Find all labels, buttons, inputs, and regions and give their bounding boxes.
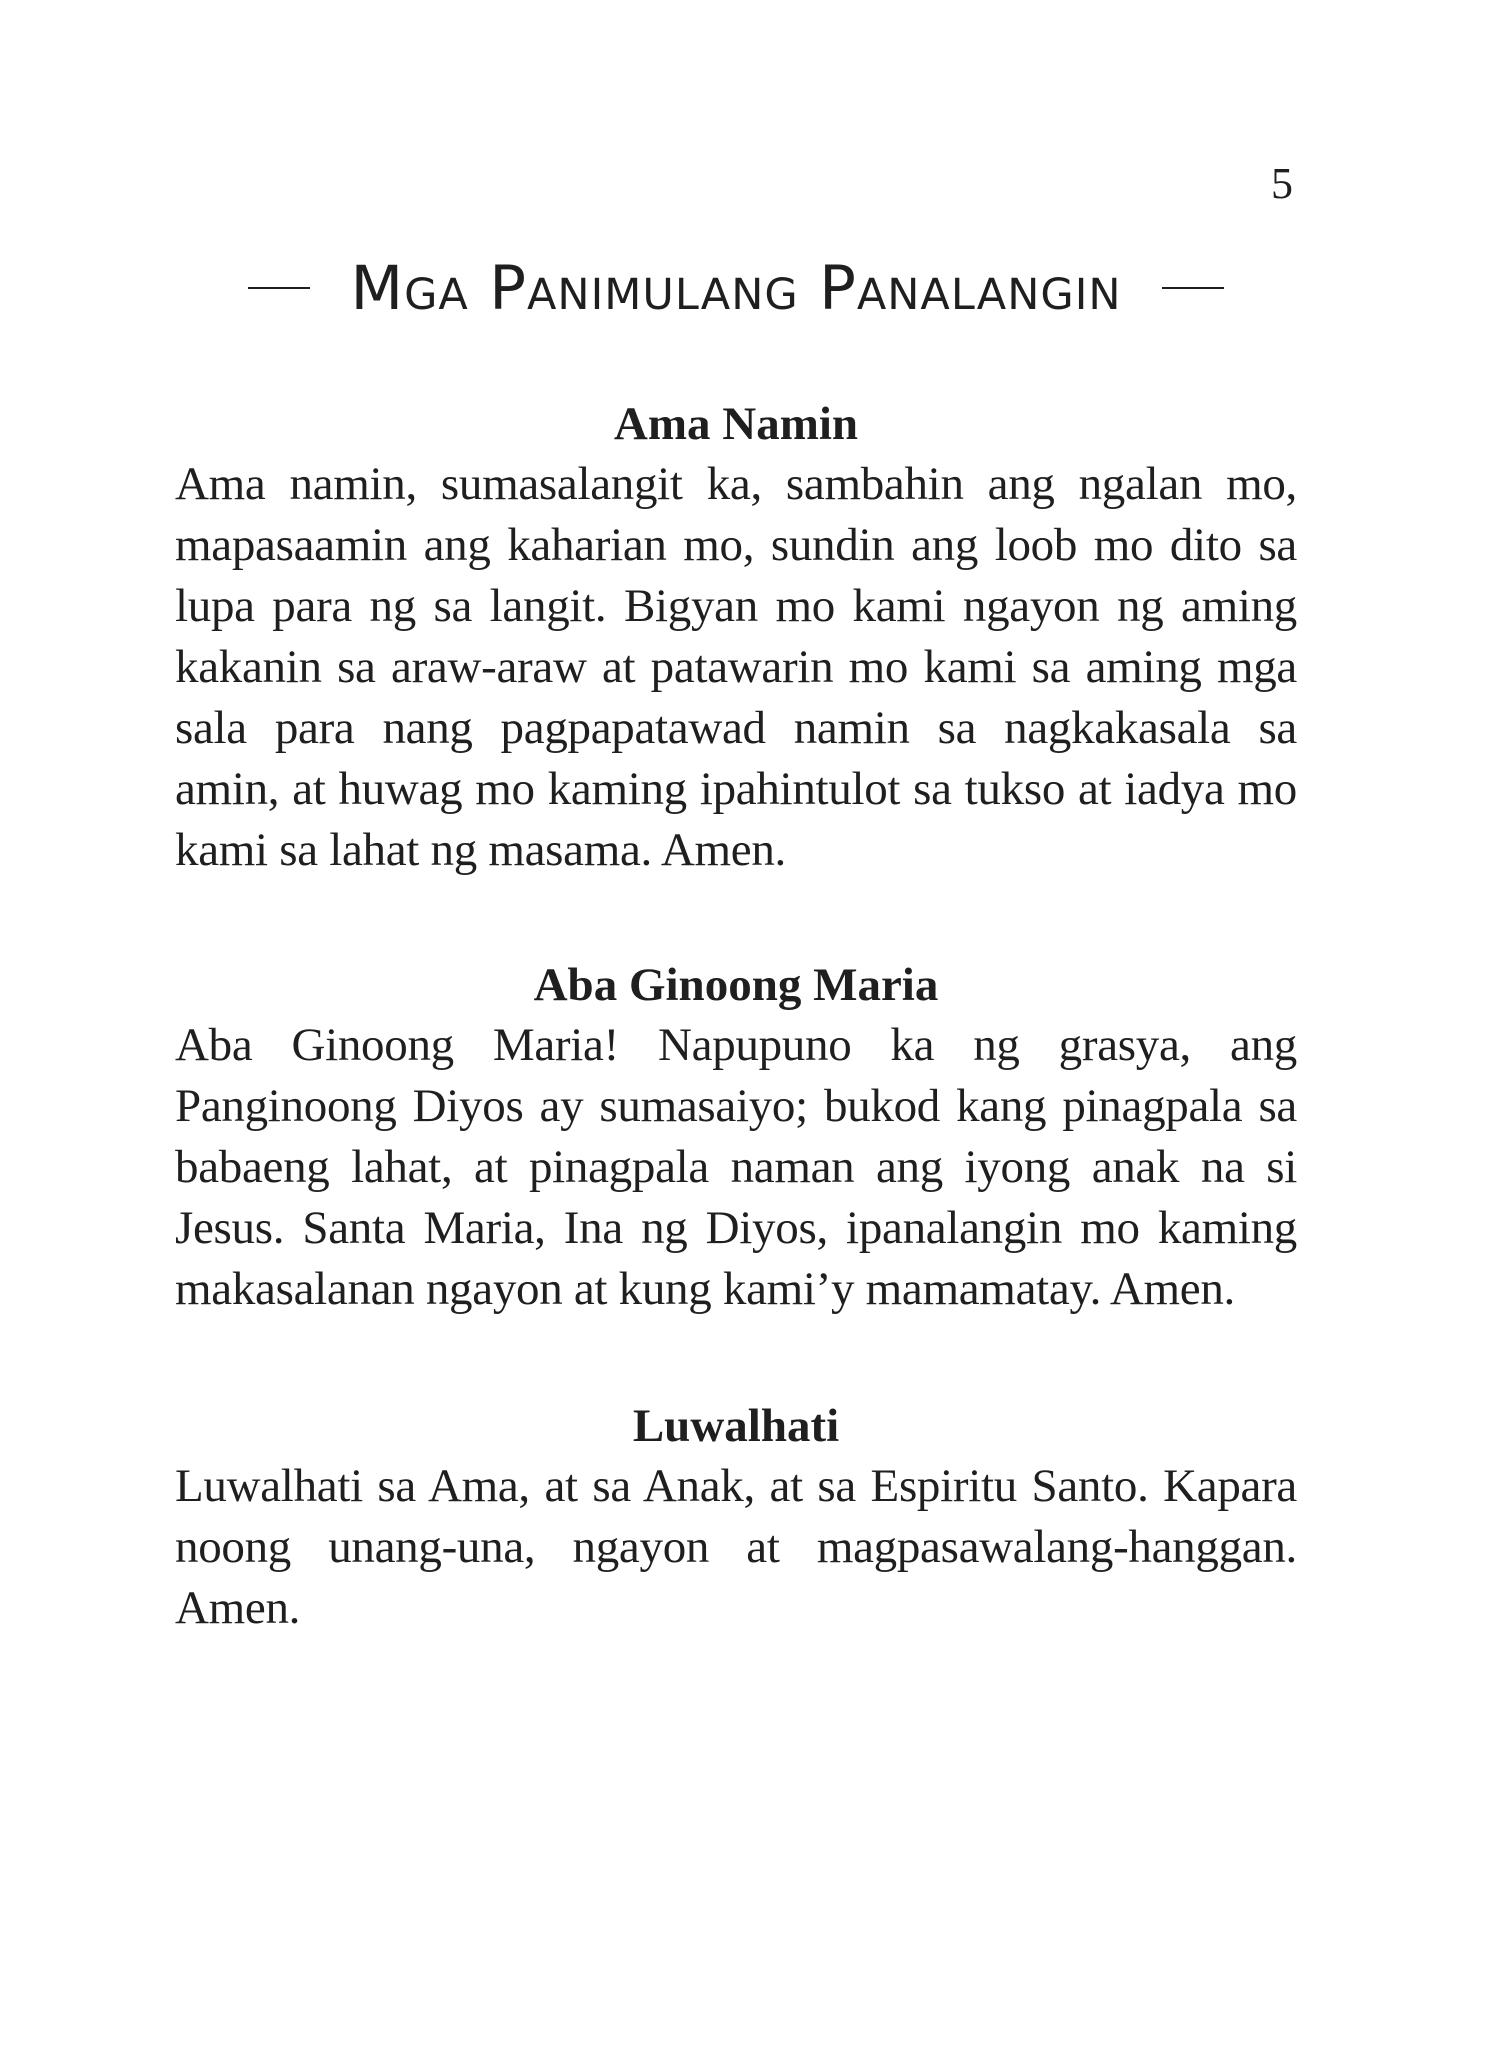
prayer-ama-namin (175, 394, 1297, 881)
chapter-title (175, 248, 1297, 328)
prayer-text: Ama namin, sumasalangit ka, sambahin ang ngalan mo, mapasaamin ang kaharian mo, sundin ang loob mo dito sa lupa para ng sa langit. Bigyan mo kami ngayon ng aming kakanin sa araw-araw at patawarin mo kami sa aming mga sala para nang pagpapatawad namin sa nagkakasala sa amin, at huwag mo kaming ipahintulot sa tukso at iadya mo kami sa lahat ng masama. Amen. (175, 458, 1297, 876)
prayer-text: Aba Ginoong Maria! Napupuno ka ng grasya, ang Panginoong Diyos ay sumasaiyo; bukod kang pinagpala sa babaeng lahat, at pinagpala naman ang iyong anak na si Jesus. Santa Maria, Ina ng Diyos, ipanalangin mo kaming makasalanan ngayon at kung kami’y mamamatay. Amen. (175, 1019, 1297, 1315)
chapter-title-text: Mga Panimulang Panalangin (350, 252, 1122, 324)
prayer-title: Ama Namin (613, 398, 859, 450)
title-dash-right (1162, 287, 1224, 289)
prayer-title: Luwalhati (632, 1400, 840, 1452)
title-dash-left (248, 287, 310, 289)
prayer-title: Aba Ginoong Maria (533, 959, 939, 1011)
page-number: 5 (1271, 159, 1293, 208)
prayer-luwalhati (175, 1396, 1297, 1639)
prayer-text: Luwalhati sa Ama, at sa Anak, at sa Espiritu Santo. Kapara noong unang-una, ngayon at magpasawalang-hanggan. Amen. (175, 1460, 1297, 1634)
prayer-aba-ginoong-maria (175, 955, 1297, 1320)
